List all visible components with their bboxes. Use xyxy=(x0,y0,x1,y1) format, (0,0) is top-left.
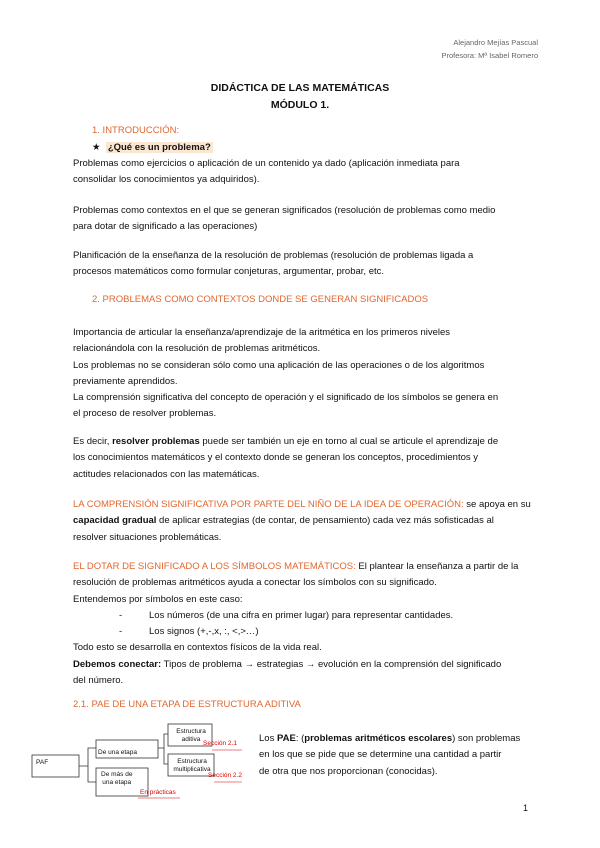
bold-text: Debemos conectar: xyxy=(73,658,162,670)
title-line-1: DIDÁCTICA DE LAS MATEMÁTICAS xyxy=(210,82,390,94)
text-span: Tipos de problema → estrategias → evolución en la comprensión del significado xyxy=(161,658,502,670)
label-line: Estructura xyxy=(177,758,207,765)
text-line: resolución de problemas aritméticos ayuda a conectar los símbolos con su significado. xyxy=(73,577,437,589)
text-span: se apoya en su xyxy=(463,499,531,510)
intro-paragraph-2 xyxy=(73,203,533,236)
page-title xyxy=(0,80,600,114)
text-line: Importancia de articular la enseñanza/aprendizaje de la aritmética en los primeros niveles xyxy=(73,327,451,338)
section-2-paragraph-1 xyxy=(73,325,533,423)
document-header xyxy=(441,36,538,62)
text-line: Los problemas no se consideran sólo como una aplicación de las operaciones o de los algoritmos xyxy=(73,359,485,371)
text-span: Es decir, xyxy=(73,436,113,447)
section-2-1-heading: 2.1. PAE DE UNA ETAPA DE ESTRUCTURA ADITIVA xyxy=(73,699,301,710)
pae-definition xyxy=(259,731,539,780)
bold-text: PAE xyxy=(276,733,296,744)
page-number: 1 xyxy=(522,803,528,813)
text-line: Todo esto se desarrolla en contextos físicos de la vida real. xyxy=(73,642,322,654)
section-2-paragraph-3 xyxy=(73,497,533,546)
multi-stage-label xyxy=(101,771,132,787)
pae-label: PAF xyxy=(36,759,49,766)
question-line xyxy=(92,140,392,156)
text-line: consolidar los conocimientos ya adquiridos). xyxy=(73,174,260,186)
connector-lines xyxy=(79,748,96,782)
dash-bullet: - xyxy=(119,626,123,638)
orange-heading-text: LA COMPRENSIÓN SIGNIFICATIVA POR PARTE DEL NIÑO DE LA IDEA DE OPERACIÓN: xyxy=(73,499,464,510)
text-line: en los que se pide que se determine una cantidad a partir xyxy=(259,749,502,761)
text-line: actitudes relacionados con las matemáticas. xyxy=(73,468,260,480)
text-line xyxy=(73,657,533,673)
text-line: La comprensión significativa del concepto de operación y el significado de los símbolos se genera en xyxy=(73,392,499,404)
label-line: una etapa xyxy=(102,779,132,786)
text-line xyxy=(73,559,533,575)
section-2-heading: 2. PROBLEMAS COMO CONTEXTOS DONDE SE GENERAN SIGNIFICADOS xyxy=(92,294,429,305)
one-stage-label: De una etapa xyxy=(98,749,138,756)
question-text: ¿Qué es un problema? xyxy=(107,142,211,153)
text-line: Problemas como contextos en el que se generan significados (resolución de problemas como medio xyxy=(73,205,496,216)
text-span: Los xyxy=(259,733,277,744)
star-icon: ★ xyxy=(92,142,101,153)
author-name: Alejandro Mejías Pascual xyxy=(453,38,538,47)
text-line xyxy=(73,497,533,513)
section-2-paragraph-4 xyxy=(73,559,533,689)
text-span: ) son problemas xyxy=(452,733,521,744)
section-1-heading: 1. INTRODUCCIÓN: xyxy=(92,125,180,136)
bullet-item xyxy=(73,608,533,624)
note-practicas: En prácticas xyxy=(140,789,176,796)
title-line-2: MÓDULO 1. xyxy=(270,99,330,111)
text-line: previamente aprendidos. xyxy=(73,375,178,387)
note-section-2-1: Sección 2.1 xyxy=(203,740,237,747)
text-line: del número. xyxy=(73,675,124,687)
bold-text: resolver problemas xyxy=(112,436,200,447)
text-line xyxy=(259,731,539,747)
text-line: procesos matemáticos como formular conjeturas, argumentar, probar, etc. xyxy=(73,266,384,278)
text-line: de otra que nos proporcionan (conocidas). xyxy=(259,765,438,777)
dash-bullet: - xyxy=(119,609,123,621)
text-line: para dotar de significado a las operaciones) xyxy=(73,221,258,233)
bullet-text: Los signos (+,-,x, :, <,>…) xyxy=(149,626,259,638)
intro-paragraph-1 xyxy=(73,156,533,189)
text-span: El plantear la enseñanza a partir de la xyxy=(355,561,519,572)
text-span: puede ser también un eje en torno al cual se articule el aprendizaje de xyxy=(199,436,499,447)
connector-lines-2 xyxy=(158,734,168,764)
bold-text: problemas aritméticos escolares xyxy=(304,733,453,744)
text-line: relacionándola con la resolución de problemas aritméticos. xyxy=(73,343,321,355)
label-line: De más de xyxy=(101,771,133,778)
text-line: Planificación de la enseñanza de la resolución de problemas (resolución de problemas ligada a xyxy=(73,250,474,261)
intro-paragraph-3 xyxy=(73,248,533,281)
orange-heading-text: EL DOTAR DE SIGNIFICADO A LOS SÍMBOLOS MATEMÁTICOS: xyxy=(73,561,356,572)
text-span: : ( xyxy=(295,733,305,744)
label-line: aditiva xyxy=(181,736,201,743)
label-line: Estructura xyxy=(176,728,206,735)
text-span: de aplicar estrategias (de contar, de pensamiento) cada vez más sofisticadas al xyxy=(156,515,494,527)
section-2-paragraph-2 xyxy=(73,434,533,483)
text-line: los conocimientos matemáticos y el contexto donde se generan los conceptos, procedimientos y xyxy=(73,452,479,464)
text-line xyxy=(73,513,533,529)
bullet-item xyxy=(73,624,533,640)
text-line xyxy=(73,434,533,450)
text-line: Entendemos por símbolos en este caso: xyxy=(73,593,243,605)
label-line: multiplicativa xyxy=(173,766,211,773)
professor-name: Profesora: Mª Isabel Romero xyxy=(441,51,538,60)
note-section-2-2: Sección 2.2 xyxy=(208,772,242,779)
bold-text: capacidad gradual xyxy=(73,515,157,527)
text-line: resolver situaciones problemáticas. xyxy=(73,531,222,543)
text-line: Problemas como ejercicios o aplicación de un contenido ya dado (aplicación inmediata para xyxy=(73,158,460,169)
bullet-text: Los números (de una cifra en primer lugar) para representar cantidades. xyxy=(149,609,454,621)
text-line: el proceso de resolver problemas. xyxy=(73,408,217,420)
